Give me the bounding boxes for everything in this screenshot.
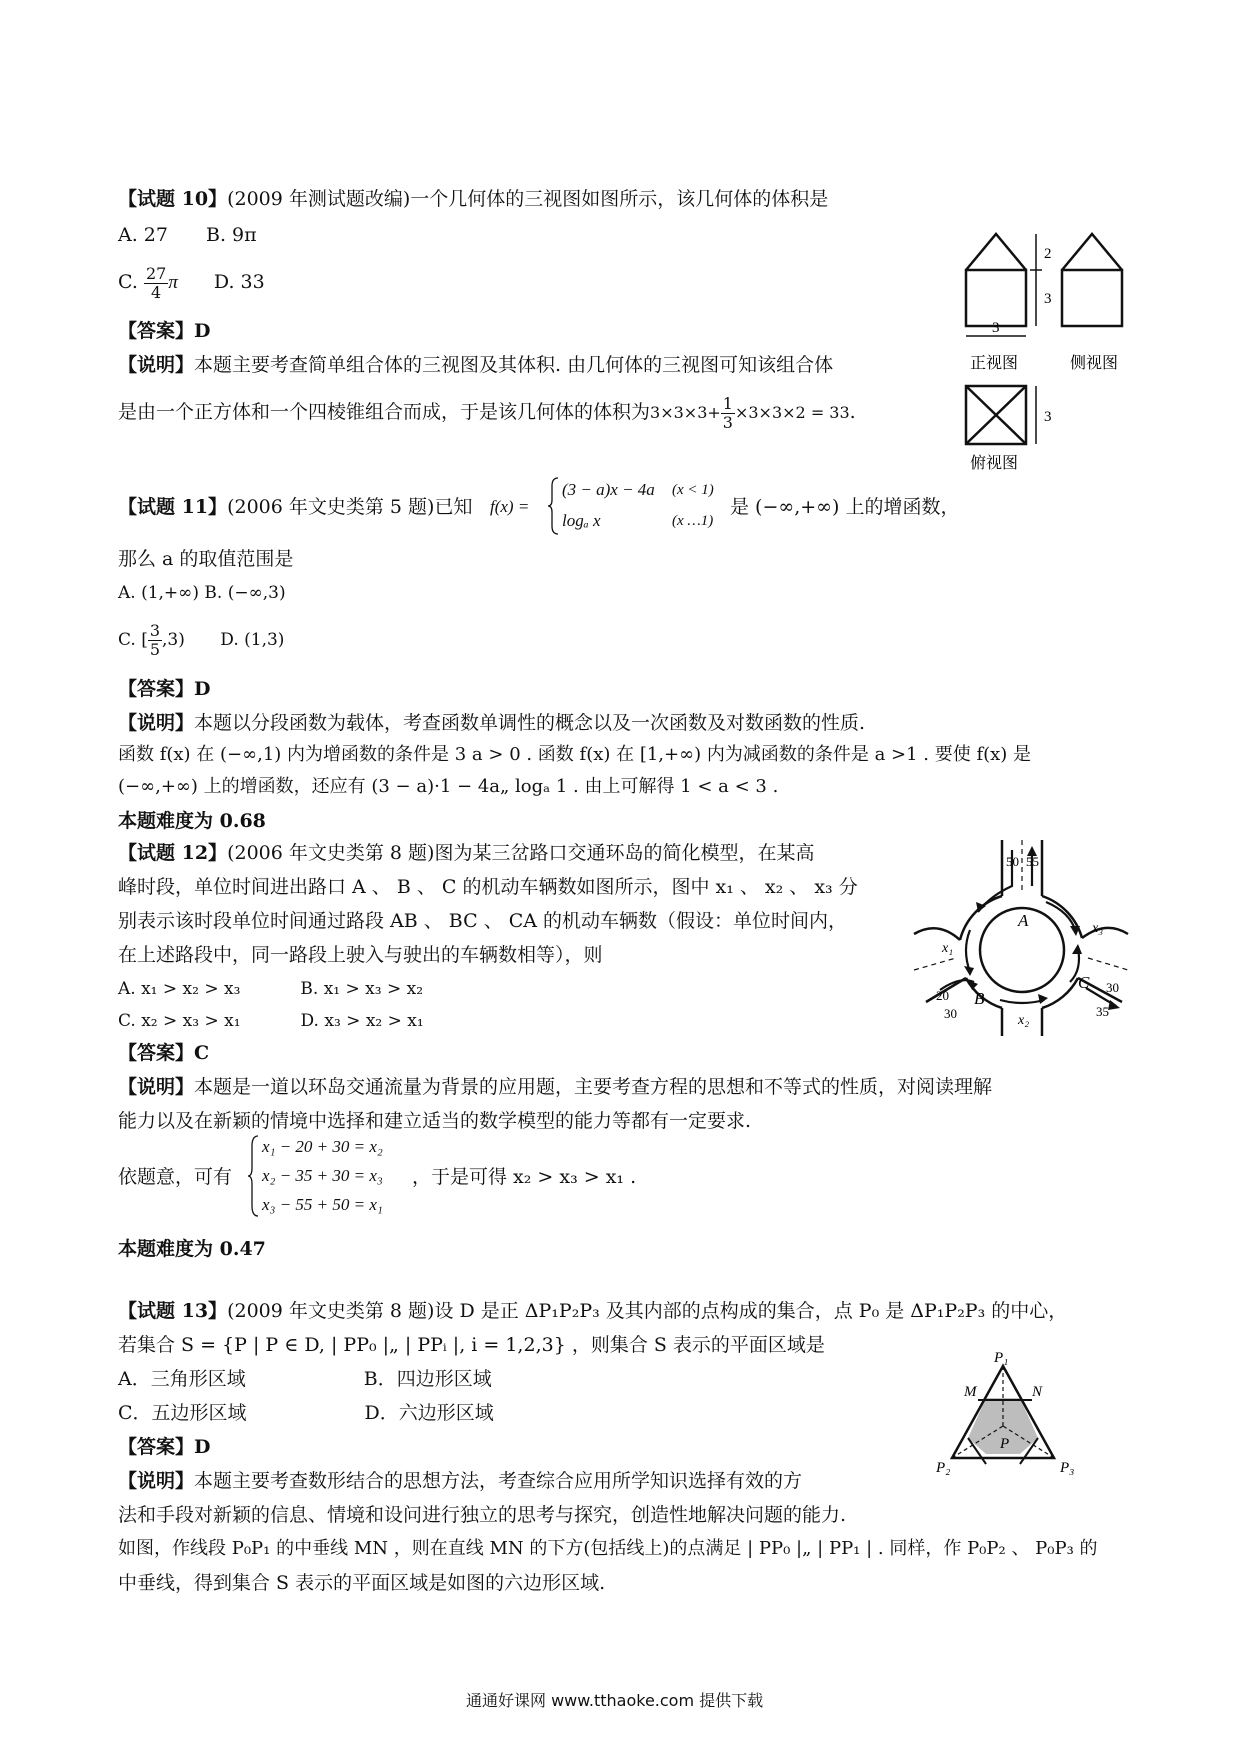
- q11-case-1: (3 − a)x − 4a: [562, 480, 655, 499]
- arrowhead: [964, 966, 974, 976]
- q11-fx: f(x) =: [490, 497, 530, 516]
- dim-label-2: 2: [1044, 246, 1052, 262]
- frac-numerator: 1: [722, 393, 733, 413]
- q11-option-c-fraction: [148, 622, 162, 659]
- q10-stem-line: [118, 186, 828, 212]
- q12-explanation-2: 能力以及在新颖的情境中选择和建立适当的数学模型的能力等都有一定要求.: [118, 1110, 752, 1132]
- label-50: 50: [1006, 854, 1019, 869]
- q11-answer: [118, 676, 211, 702]
- q10-three-view-figure: [960, 228, 1130, 472]
- q12-source: (2006 年文史类第 8 题): [227, 842, 435, 864]
- q11-explanation-3: (−∞,+∞) 上的增函数，还应有 (3 − a)·1 − 4a„ logₐ 1 . 由上可解得 1 < a < 3 .: [118, 776, 779, 797]
- q10-explanation-2: 是由一个正方体和一个四棱锥组合而成，于是该几何体的体积为3×3×3+ $\frac{1}{3}$ ×3×3×2 = 33.: [118, 393, 856, 432]
- q12-system-suffix: ，于是可得 x₂ > x₃ > x₁ .: [412, 1166, 637, 1188]
- flow-arrow: [966, 930, 970, 972]
- q13-option-d: D．六边形区域: [364, 1402, 494, 1424]
- frac-denominator: 3: [722, 412, 733, 432]
- q13-stem-2: 若集合 S = {P | P ∈ D, | PP₀ |„ | PPᵢ |, i = 1,2,3} ，则集合 S 表示的平面区域是: [118, 1334, 825, 1356]
- frac-numerator: 3: [149, 621, 161, 640]
- q12-equation-3: x₃ − 55 + 50 = x₁: [262, 1195, 383, 1214]
- q12-tag: 【试题 12】: [118, 842, 228, 864]
- side-view-roof: [1062, 234, 1122, 270]
- q11-stem-line: [118, 494, 472, 520]
- q11-explanation-1: [118, 710, 865, 736]
- q11-case-2: logₐ x: [562, 511, 601, 530]
- q11-option-a: A. (1,+∞): [118, 583, 199, 603]
- left-brace: [548, 476, 560, 536]
- q13-answer: [118, 1434, 211, 1460]
- explanation-text: 是由一个正方体和一个四棱锥组合而成，于是该几何体的体积为: [118, 401, 651, 423]
- q13-option-a: A．三角形区域: [118, 1368, 246, 1390]
- q13-stem-1: [118, 1298, 1067, 1324]
- q12-option-b: B. x₁ > x₃ > x₂: [300, 979, 424, 999]
- node-c-label: C: [1078, 973, 1090, 992]
- explanation-label: 【说明】: [118, 1470, 195, 1492]
- q12-stem-1: [118, 840, 814, 866]
- answer-value: C: [194, 1042, 210, 1064]
- p-label: P: [1000, 1436, 1010, 1452]
- arrowhead: [1072, 944, 1082, 954]
- formula-fraction: [721, 395, 735, 432]
- q12-stem-3: 别表示该时段单位时间通过路段 AB 、 BC 、 CA 的机动车辆数（假设：单位时间内，: [118, 910, 848, 932]
- explanation-label: 【说明】: [118, 354, 195, 376]
- answer-value: D: [194, 1436, 211, 1458]
- q12-options-cd: [118, 1008, 424, 1034]
- left-brace: [248, 1134, 260, 1218]
- q12-option-a: A. x₁ > x₂ > x₃: [118, 979, 241, 999]
- q12-equation-2: x₂ − 35 + 30 = x₃: [262, 1166, 383, 1185]
- q10-option-d: D. 33: [213, 271, 265, 293]
- q10-tag: 【试题 10】: [118, 188, 228, 210]
- frac-denominator: 4: [151, 282, 162, 302]
- explanation-label: 【说明】: [118, 1076, 195, 1098]
- road-west: [914, 928, 960, 940]
- q12-difficulty: 本题难度为 0.47: [118, 1238, 266, 1260]
- p1-label: P₁: [994, 1350, 1009, 1366]
- answer-value: D: [194, 678, 211, 700]
- q12-stem: 图为某三岔路口交通环岛的简化模型，在某高: [434, 842, 815, 864]
- dim-label-3: 3: [1044, 409, 1052, 425]
- q11-tag: 【试题 11】: [118, 496, 228, 518]
- answer-label: 【答案】: [118, 320, 195, 342]
- q13-tag: 【试题 13】: [118, 1300, 228, 1322]
- q11-stem-post: 是 (−∞,+∞) 上的增函数，: [730, 496, 960, 518]
- q11-source: (2006 年文史类第 5 题): [227, 496, 435, 518]
- q11-explanation-2: 函数 f(x) 在 (−∞,1) 内为增函数的条件是 3 a > 0 . 函数 f(x) 在 [1,+∞) 内为减函数的条件是 a >1 . 要使 f(x) 是: [118, 744, 1032, 765]
- formula-part: 3×3×3+: [650, 403, 721, 422]
- explanation-text: 本题主要考查简单组合体的三视图及其体积. 由几何体的三视图可知该组合体: [194, 354, 834, 376]
- q13-options-cd: [118, 1400, 494, 1426]
- lane-divider: [1088, 958, 1128, 970]
- q13-explanation-2: 法和手段对新颖的信息、情境和设问进行独立的思考与探究，创造性地解决问题的能力.: [118, 1504, 847, 1526]
- node-a-label: A: [1018, 911, 1029, 930]
- frac-denominator: 5: [149, 640, 161, 659]
- q12-option-d: D. x₃ > x₂ > x₁: [300, 1011, 424, 1031]
- front-view-roof: [966, 234, 1026, 270]
- q11-stem: 已知: [434, 496, 473, 518]
- explanation-text: 本题以分段函数为载体，考查函数单调性的概念以及一次函数及对数函数的性质.: [194, 712, 866, 734]
- page-footer: 通通好课网 www.tthaoke.com 提供下载: [466, 1691, 764, 1710]
- q10-explanation-1: [118, 352, 833, 378]
- q10-stem: 一个几何体的三视图如图所示，该几何体的体积是: [410, 188, 829, 210]
- q11-options-cd: [118, 620, 284, 660]
- p2-label: P₂: [936, 1460, 951, 1476]
- front-view-caption: 正视图: [970, 353, 1019, 372]
- dim-label-3: 3: [1044, 291, 1052, 307]
- q13-stem: 设 D 是正 ΔP₁P₂P₃ 及其内部的点构成的集合，点 P₀ 是 ΔP₁P₂P₃ 的中心，: [434, 1300, 1068, 1322]
- q13-explanation-4: 中垂线，得到集合 S 表示的平面区域是如图的六边形区域.: [118, 1572, 606, 1594]
- q11-option-b: B. (−∞,3): [204, 583, 286, 603]
- dim-label-3: 3: [992, 320, 1000, 336]
- q10-option-a: A. 27: [118, 224, 168, 246]
- label-35: 35: [1096, 1004, 1109, 1019]
- q12-answer: [118, 1040, 209, 1066]
- q12-stem-4: 在上述路段中，同一路段上驶入与驶出的车辆数相等），则: [118, 944, 603, 966]
- formula-part: ×3×3×2 = 33: [734, 403, 850, 422]
- m-label: M: [964, 1384, 977, 1400]
- answer-value: D: [194, 320, 211, 342]
- answer-label: 【答案】: [118, 678, 195, 700]
- x3-label: x₃: [1092, 921, 1104, 936]
- q10-option-c-pi: π: [168, 272, 178, 293]
- q12-system-prefix: 依题意，可有: [118, 1166, 233, 1188]
- answer-label: 【答案】: [118, 1042, 195, 1064]
- q11-option-c-suffix: ,3): [162, 630, 185, 650]
- node-b-label: B: [974, 989, 985, 1008]
- arrowhead: [1108, 1000, 1120, 1010]
- q10-option-c-prefix: C.: [118, 271, 138, 293]
- q12-stem-2: 峰时段，单位时间进出路口 A 、 B 、 C 的机动车辆数如图所示，图中 x₁ 、 x₂ 、 x₃ 分: [118, 876, 858, 898]
- q12-equation-1: x₁ − 20 + 30 = x₂: [262, 1137, 383, 1156]
- q10-answer: [118, 318, 211, 344]
- q10-option-c-fraction: [144, 265, 168, 302]
- q10-option-b: B. 9π: [205, 224, 257, 246]
- label-30: 30: [1106, 980, 1119, 995]
- q11-difficulty: 本题难度为 0.68: [118, 810, 266, 832]
- arrowhead: [1038, 994, 1048, 1004]
- q13-explanation-3: 如图，作线段 P₀P₁ 的中垂线 MN ，则在直线 MN 的下方(包括线上)的点满足 | PP₀ |„ | PP₁ | . 同样，作 P₀P₂ 、 P₀P₃ 的: [118, 1538, 1098, 1559]
- n-label: N: [1032, 1384, 1043, 1400]
- lane-divider: [914, 958, 956, 970]
- front-view-square: [966, 270, 1026, 326]
- label-55: 55: [1026, 854, 1039, 869]
- q12-options-ab: [118, 976, 423, 1002]
- q10-source: (2009 年测试题改编): [227, 188, 411, 210]
- side-view-square: [1062, 270, 1122, 326]
- road-east: [1082, 928, 1128, 938]
- answer-label: 【答案】: [118, 1436, 195, 1458]
- q13-option-c: C．五边形区域: [118, 1402, 247, 1424]
- q13-options-ab: [118, 1366, 492, 1392]
- q13-triangle-figure: [938, 1348, 1098, 1474]
- label-20: 20: [936, 988, 949, 1003]
- top-view-caption: 俯视图: [970, 453, 1019, 472]
- q11-stem-2: 那么 a 的取值范围是: [118, 548, 294, 570]
- p3-label: P₃: [1060, 1460, 1075, 1476]
- x2-label: x₂: [1018, 1013, 1030, 1028]
- q12-roundabout-figure: [910, 840, 1140, 1040]
- q11-option-c-prefix: C. [: [118, 630, 148, 650]
- q10-options-ab: [118, 222, 257, 248]
- frac-numerator: 27: [145, 263, 167, 283]
- side-view-caption: 侧视图: [1070, 353, 1119, 372]
- x1-label: x₁: [942, 941, 954, 956]
- q13-explanation-1: [118, 1468, 802, 1494]
- explanation-label: 【说明】: [118, 712, 195, 734]
- q11-condition-2: (x …1): [672, 513, 714, 529]
- label-30: 30: [944, 1006, 957, 1021]
- q12-explanation-1: [118, 1074, 992, 1100]
- q13-source: (2009 年文史类第 8 题): [227, 1300, 435, 1322]
- explanation-text: 本题是一道以环岛交通流量为背景的应用题，主要考查方程的思想和不等式的性质，对阅读理解: [194, 1076, 993, 1098]
- q13-option-b: B．四边形区域: [363, 1368, 492, 1390]
- q11-options-ab: [118, 580, 286, 606]
- q10-options-cd: [118, 262, 265, 303]
- flow-arrow: [1000, 1000, 1044, 1003]
- q11-condition-1: (x < 1): [672, 482, 714, 498]
- explanation-text: 本题主要考查数形结合的思想方法，考查综合应用所学知识选择有效的方: [194, 1470, 803, 1492]
- q12-option-c: C. x₂ > x₃ > x₁: [118, 1011, 241, 1031]
- q11-option-d: D. (1,3): [220, 630, 285, 650]
